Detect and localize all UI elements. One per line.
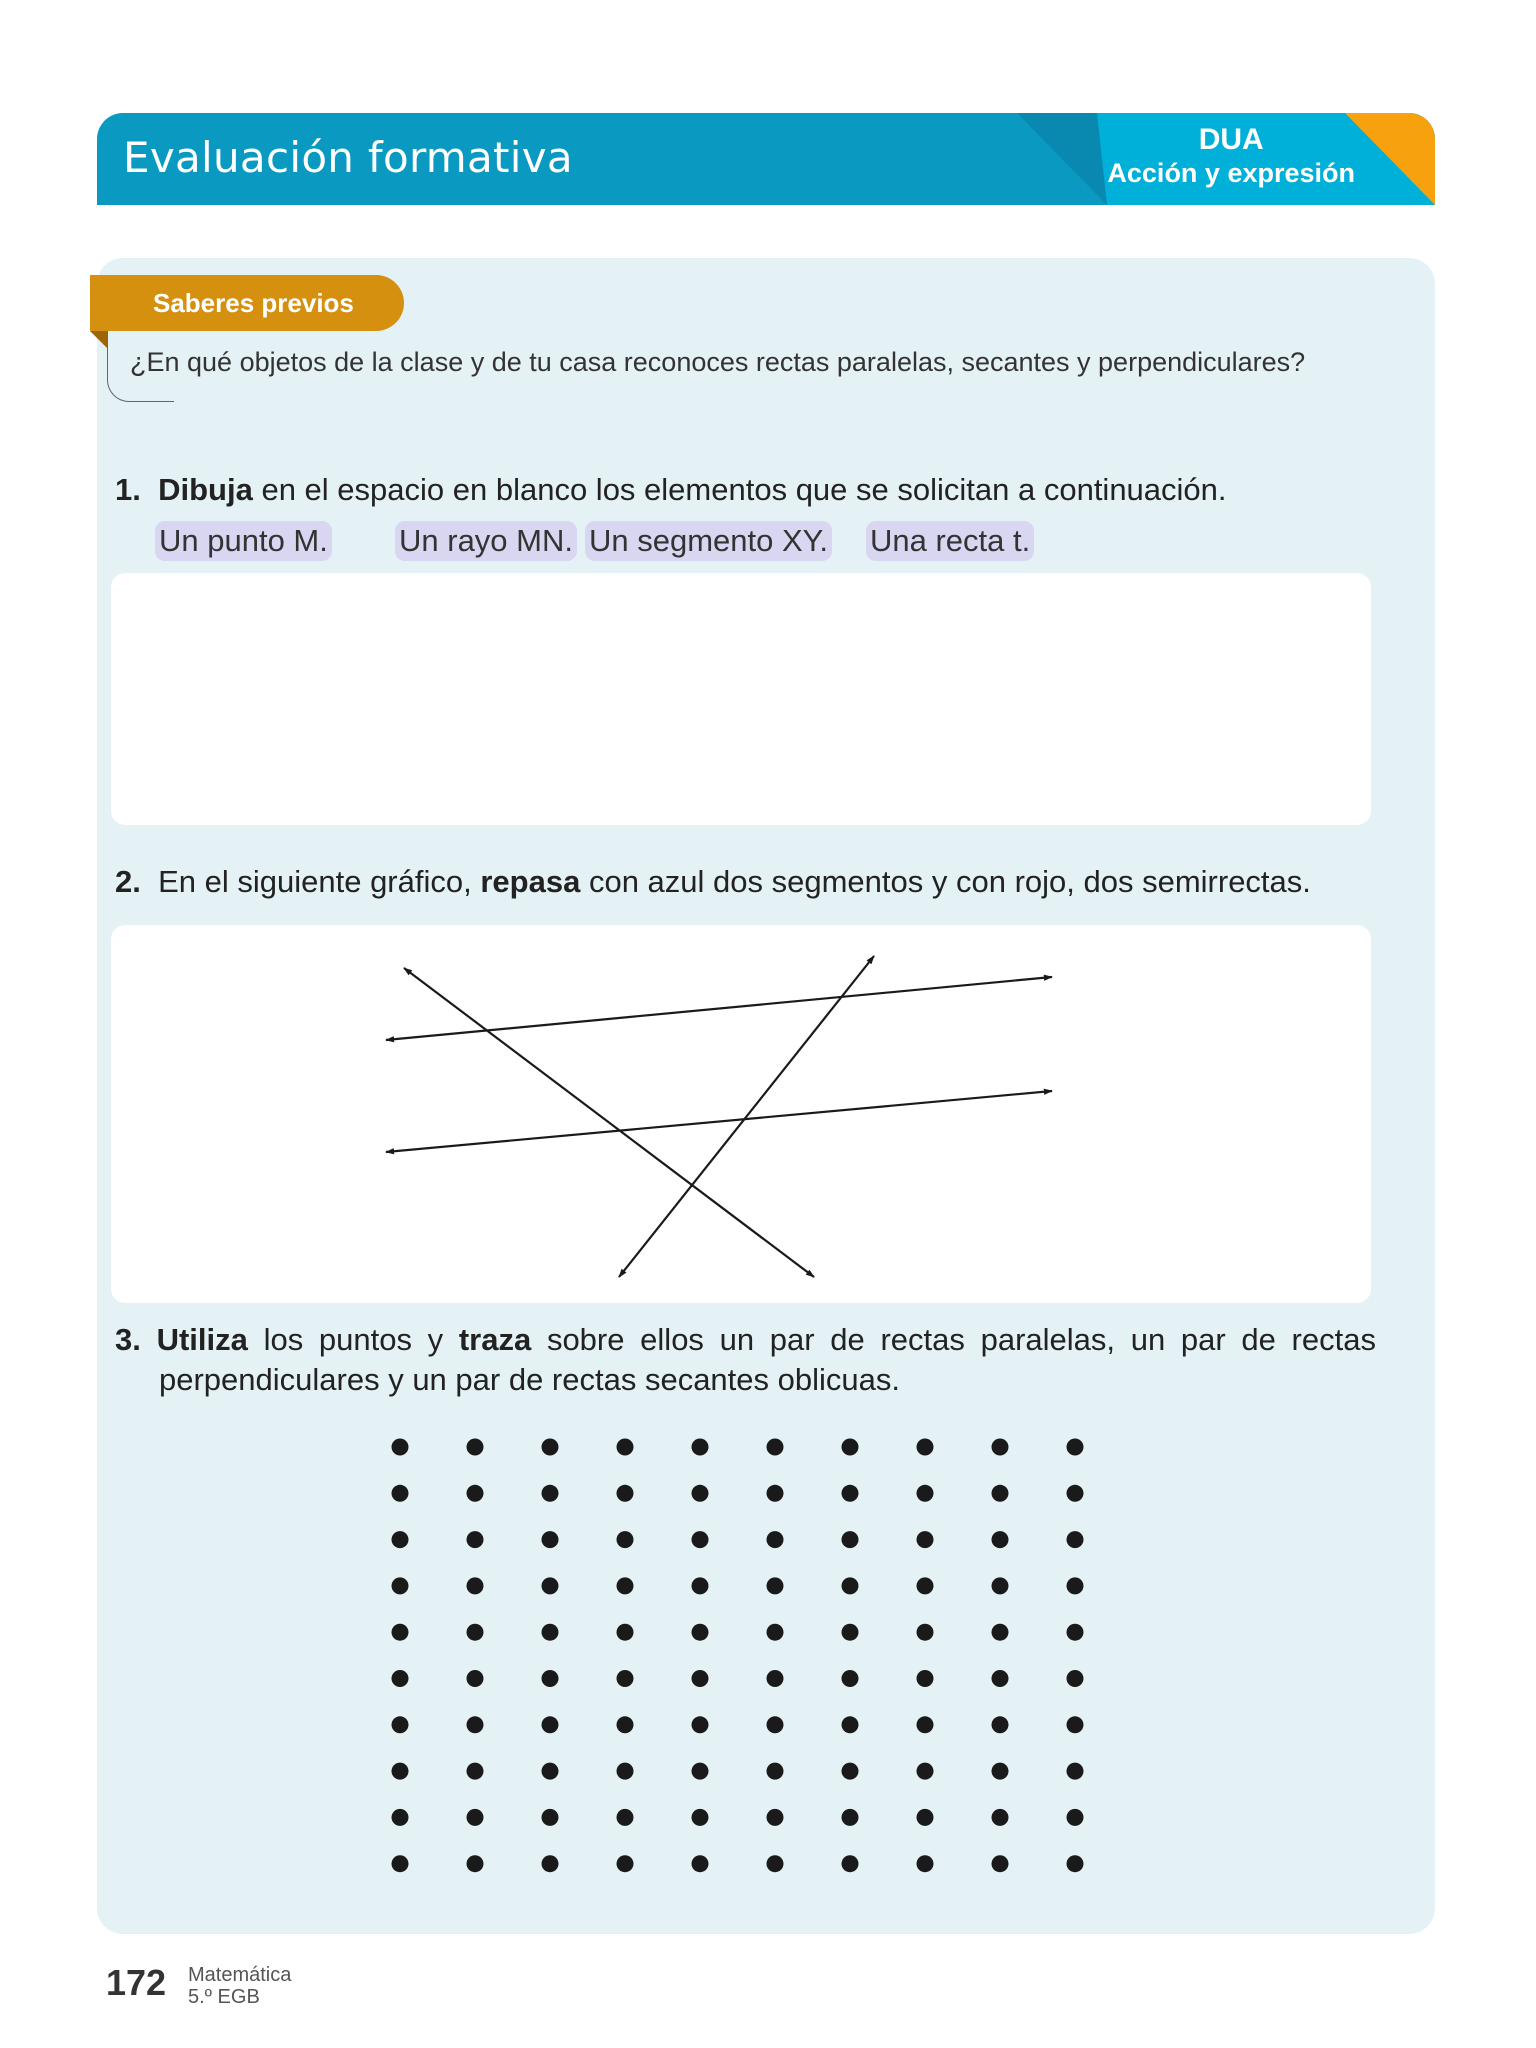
question-3-line-1 — [115, 1320, 1376, 1360]
grid-dot[interactable] — [992, 1531, 1009, 1548]
question-2-verb: repasa — [480, 864, 581, 899]
grid-dot[interactable] — [842, 1670, 859, 1687]
grid-dot[interactable] — [1067, 1624, 1084, 1641]
grid-dot[interactable] — [917, 1624, 934, 1641]
line-ascending-diagonal[interactable] — [619, 956, 874, 1277]
grid-dot[interactable] — [542, 1716, 559, 1733]
grid-dot[interactable] — [542, 1809, 559, 1826]
grid-dot[interactable] — [692, 1577, 709, 1594]
grid-dot[interactable] — [542, 1624, 559, 1641]
grid-dot[interactable] — [767, 1624, 784, 1641]
grid-dot[interactable] — [542, 1855, 559, 1872]
grid-dot[interactable] — [842, 1531, 859, 1548]
grid-dot[interactable] — [767, 1439, 784, 1456]
grid-dot[interactable] — [392, 1670, 409, 1687]
grid-dot[interactable] — [917, 1439, 934, 1456]
tab-fold — [90, 331, 108, 349]
grid-dot[interactable] — [917, 1716, 934, 1733]
section-header — [97, 113, 1435, 205]
grid-dot[interactable] — [992, 1809, 1009, 1826]
grid-dot[interactable] — [992, 1439, 1009, 1456]
grid-dot[interactable] — [542, 1577, 559, 1594]
grid-dot[interactable] — [767, 1763, 784, 1780]
saberes-previos-tab: Saberes previos — [90, 275, 404, 331]
grid-dot[interactable] — [1067, 1577, 1084, 1594]
grid-dot[interactable] — [1067, 1439, 1084, 1456]
grid-dot[interactable] — [692, 1763, 709, 1780]
grid-dot[interactable] — [617, 1577, 634, 1594]
grid-dot[interactable] — [392, 1855, 409, 1872]
grid-dot[interactable] — [692, 1855, 709, 1872]
grid-dot[interactable] — [917, 1531, 934, 1548]
grid-dot[interactable] — [842, 1763, 859, 1780]
grid-dot[interactable] — [467, 1485, 484, 1502]
grid-dot[interactable] — [617, 1670, 634, 1687]
question-1-verb: Dibuja — [158, 472, 253, 507]
grid-dot[interactable] — [467, 1577, 484, 1594]
grid-dot[interactable] — [617, 1763, 634, 1780]
grid-dot[interactable] — [392, 1763, 409, 1780]
question-3 — [115, 1320, 1376, 1400]
question-3-mid-2: sobre ellos un par de rectas paralelas, un par de rectas — [546, 1322, 1376, 1357]
grid-dot[interactable] — [1067, 1531, 1084, 1548]
question-1 — [115, 472, 1227, 508]
grid-dot[interactable] — [992, 1485, 1009, 1502]
grid-dot[interactable] — [1067, 1485, 1084, 1502]
grid-dot[interactable] — [692, 1670, 709, 1687]
grid-dot[interactable] — [992, 1624, 1009, 1641]
grid-dot[interactable] — [692, 1624, 709, 1641]
page-number: 172 — [106, 1962, 167, 2003]
question-2-number: 2. — [115, 864, 141, 899]
grid-dot[interactable] — [917, 1670, 934, 1687]
grid-dot[interactable] — [392, 1809, 409, 1826]
grid-dot[interactable] — [992, 1577, 1009, 1594]
grid-dot[interactable] — [392, 1485, 409, 1502]
grid-dot[interactable] — [542, 1763, 559, 1780]
grid-dot[interactable] — [917, 1855, 934, 1872]
grid-dot[interactable] — [842, 1485, 859, 1502]
grid-dot[interactable] — [1067, 1670, 1084, 1687]
grid-dot[interactable] — [767, 1716, 784, 1733]
grid-dot[interactable] — [617, 1624, 634, 1641]
grid-dot[interactable] — [1067, 1809, 1084, 1826]
grid-dot[interactable] — [767, 1485, 784, 1502]
grid-dot[interactable] — [842, 1716, 859, 1733]
grid-dot[interactable] — [467, 1809, 484, 1826]
grid-dot[interactable] — [692, 1439, 709, 1456]
grid-dot[interactable] — [992, 1716, 1009, 1733]
grid-dot[interactable] — [467, 1855, 484, 1872]
grid-dot[interactable] — [917, 1485, 934, 1502]
grid-dot[interactable] — [692, 1809, 709, 1826]
grid-dot[interactable] — [617, 1809, 634, 1826]
footer-subject — [188, 1964, 291, 2008]
question-3-number: 3. — [115, 1322, 141, 1357]
grid-dot[interactable] — [617, 1485, 634, 1502]
question-3-mid-1: los puntos y — [263, 1322, 444, 1357]
grid-dot[interactable] — [767, 1531, 784, 1548]
dua-label — [1107, 123, 1355, 189]
item-chip-rayo: Un rayo MN. — [395, 521, 577, 561]
grid-dot[interactable] — [542, 1485, 559, 1502]
grid-dot[interactable] — [917, 1763, 934, 1780]
grid-dot[interactable] — [1067, 1855, 1084, 1872]
grid-dot[interactable] — [467, 1763, 484, 1780]
grid-dot[interactable] — [992, 1763, 1009, 1780]
grid-dot[interactable] — [1067, 1763, 1084, 1780]
line-bottom-parallel[interactable] — [386, 1091, 1052, 1152]
footer-subject-name: Matemática — [188, 1964, 292, 1986]
item-chip-punto: Un punto M. — [155, 521, 332, 561]
grid-dot[interactable] — [917, 1577, 934, 1594]
grid-dot[interactable] — [917, 1809, 934, 1826]
question-3-verb-2: traza — [458, 1322, 532, 1357]
lines-figure-box — [111, 925, 1371, 1303]
grid-dot[interactable] — [617, 1855, 634, 1872]
grid-dot[interactable] — [467, 1670, 484, 1687]
question-3-verb-1: Utiliza — [156, 1322, 248, 1357]
grid-dot[interactable] — [992, 1670, 1009, 1687]
question-1-number: 1. — [115, 472, 141, 507]
grid-dot[interactable] — [842, 1809, 859, 1826]
grid-dot[interactable] — [842, 1855, 859, 1872]
grid-dot[interactable] — [617, 1716, 634, 1733]
grid-dot[interactable] — [392, 1531, 409, 1548]
question-2-post: con azul dos segmentos y con rojo, dos semirrectas. — [588, 864, 1311, 899]
saberes-question: ¿En qué objetos de la clase y de tu casa reconoces rectas paralelas, secantes y perpendiculares? — [130, 347, 1306, 377]
grid-dot[interactable] — [467, 1716, 484, 1733]
grid-dot[interactable] — [992, 1855, 1009, 1872]
grid-dot[interactable] — [467, 1439, 484, 1456]
grid-dot[interactable] — [392, 1624, 409, 1641]
grid-dot[interactable] — [692, 1531, 709, 1548]
grid-dot[interactable] — [392, 1439, 409, 1456]
grid-dot[interactable] — [542, 1531, 559, 1548]
grid-dot[interactable] — [842, 1577, 859, 1594]
footer-grade: 5.º EGB — [188, 1986, 260, 2008]
question-2-pre: En el siguiente gráfico, — [158, 864, 472, 899]
grid-dot[interactable] — [692, 1485, 709, 1502]
grid-dot[interactable] — [692, 1716, 709, 1733]
question-3-line-2: perpendiculares y un par de rectas secantes oblicuas. — [159, 1362, 900, 1397]
grid-dot[interactable] — [1067, 1716, 1084, 1733]
grid-dot[interactable] — [767, 1855, 784, 1872]
grid-dot[interactable] — [842, 1439, 859, 1456]
dot-grid[interactable] — [380, 1425, 1100, 1885]
dua-title: DUA — [1198, 123, 1264, 156]
grid-dot[interactable] — [617, 1531, 634, 1548]
item-chip-segmento: Un segmento XY. — [585, 521, 832, 561]
grid-dot[interactable] — [767, 1670, 784, 1687]
grid-dot[interactable] — [542, 1439, 559, 1456]
drawing-area-1[interactable] — [111, 573, 1371, 825]
grid-dot[interactable] — [392, 1577, 409, 1594]
grid-dot[interactable] — [767, 1809, 784, 1826]
line-descending-diagonal[interactable] — [404, 968, 814, 1277]
grid-dot[interactable] — [842, 1624, 859, 1641]
lines-figure[interactable] — [111, 925, 1371, 1303]
page-title: Evaluación formativa — [123, 133, 573, 182]
grid-dot[interactable] — [467, 1531, 484, 1548]
grid-dot[interactable] — [767, 1577, 784, 1594]
grid-dot[interactable] — [392, 1716, 409, 1733]
question-2 — [115, 864, 1311, 900]
item-chip-recta: Una recta t. — [866, 521, 1034, 561]
grid-dot[interactable] — [542, 1670, 559, 1687]
dua-subtitle: Acción y expresión — [1107, 158, 1355, 188]
grid-dot[interactable] — [467, 1624, 484, 1641]
question-1-text: en el espacio en blanco los elementos que se solicitan a continuación. — [261, 472, 1227, 507]
grid-dot[interactable] — [617, 1439, 634, 1456]
